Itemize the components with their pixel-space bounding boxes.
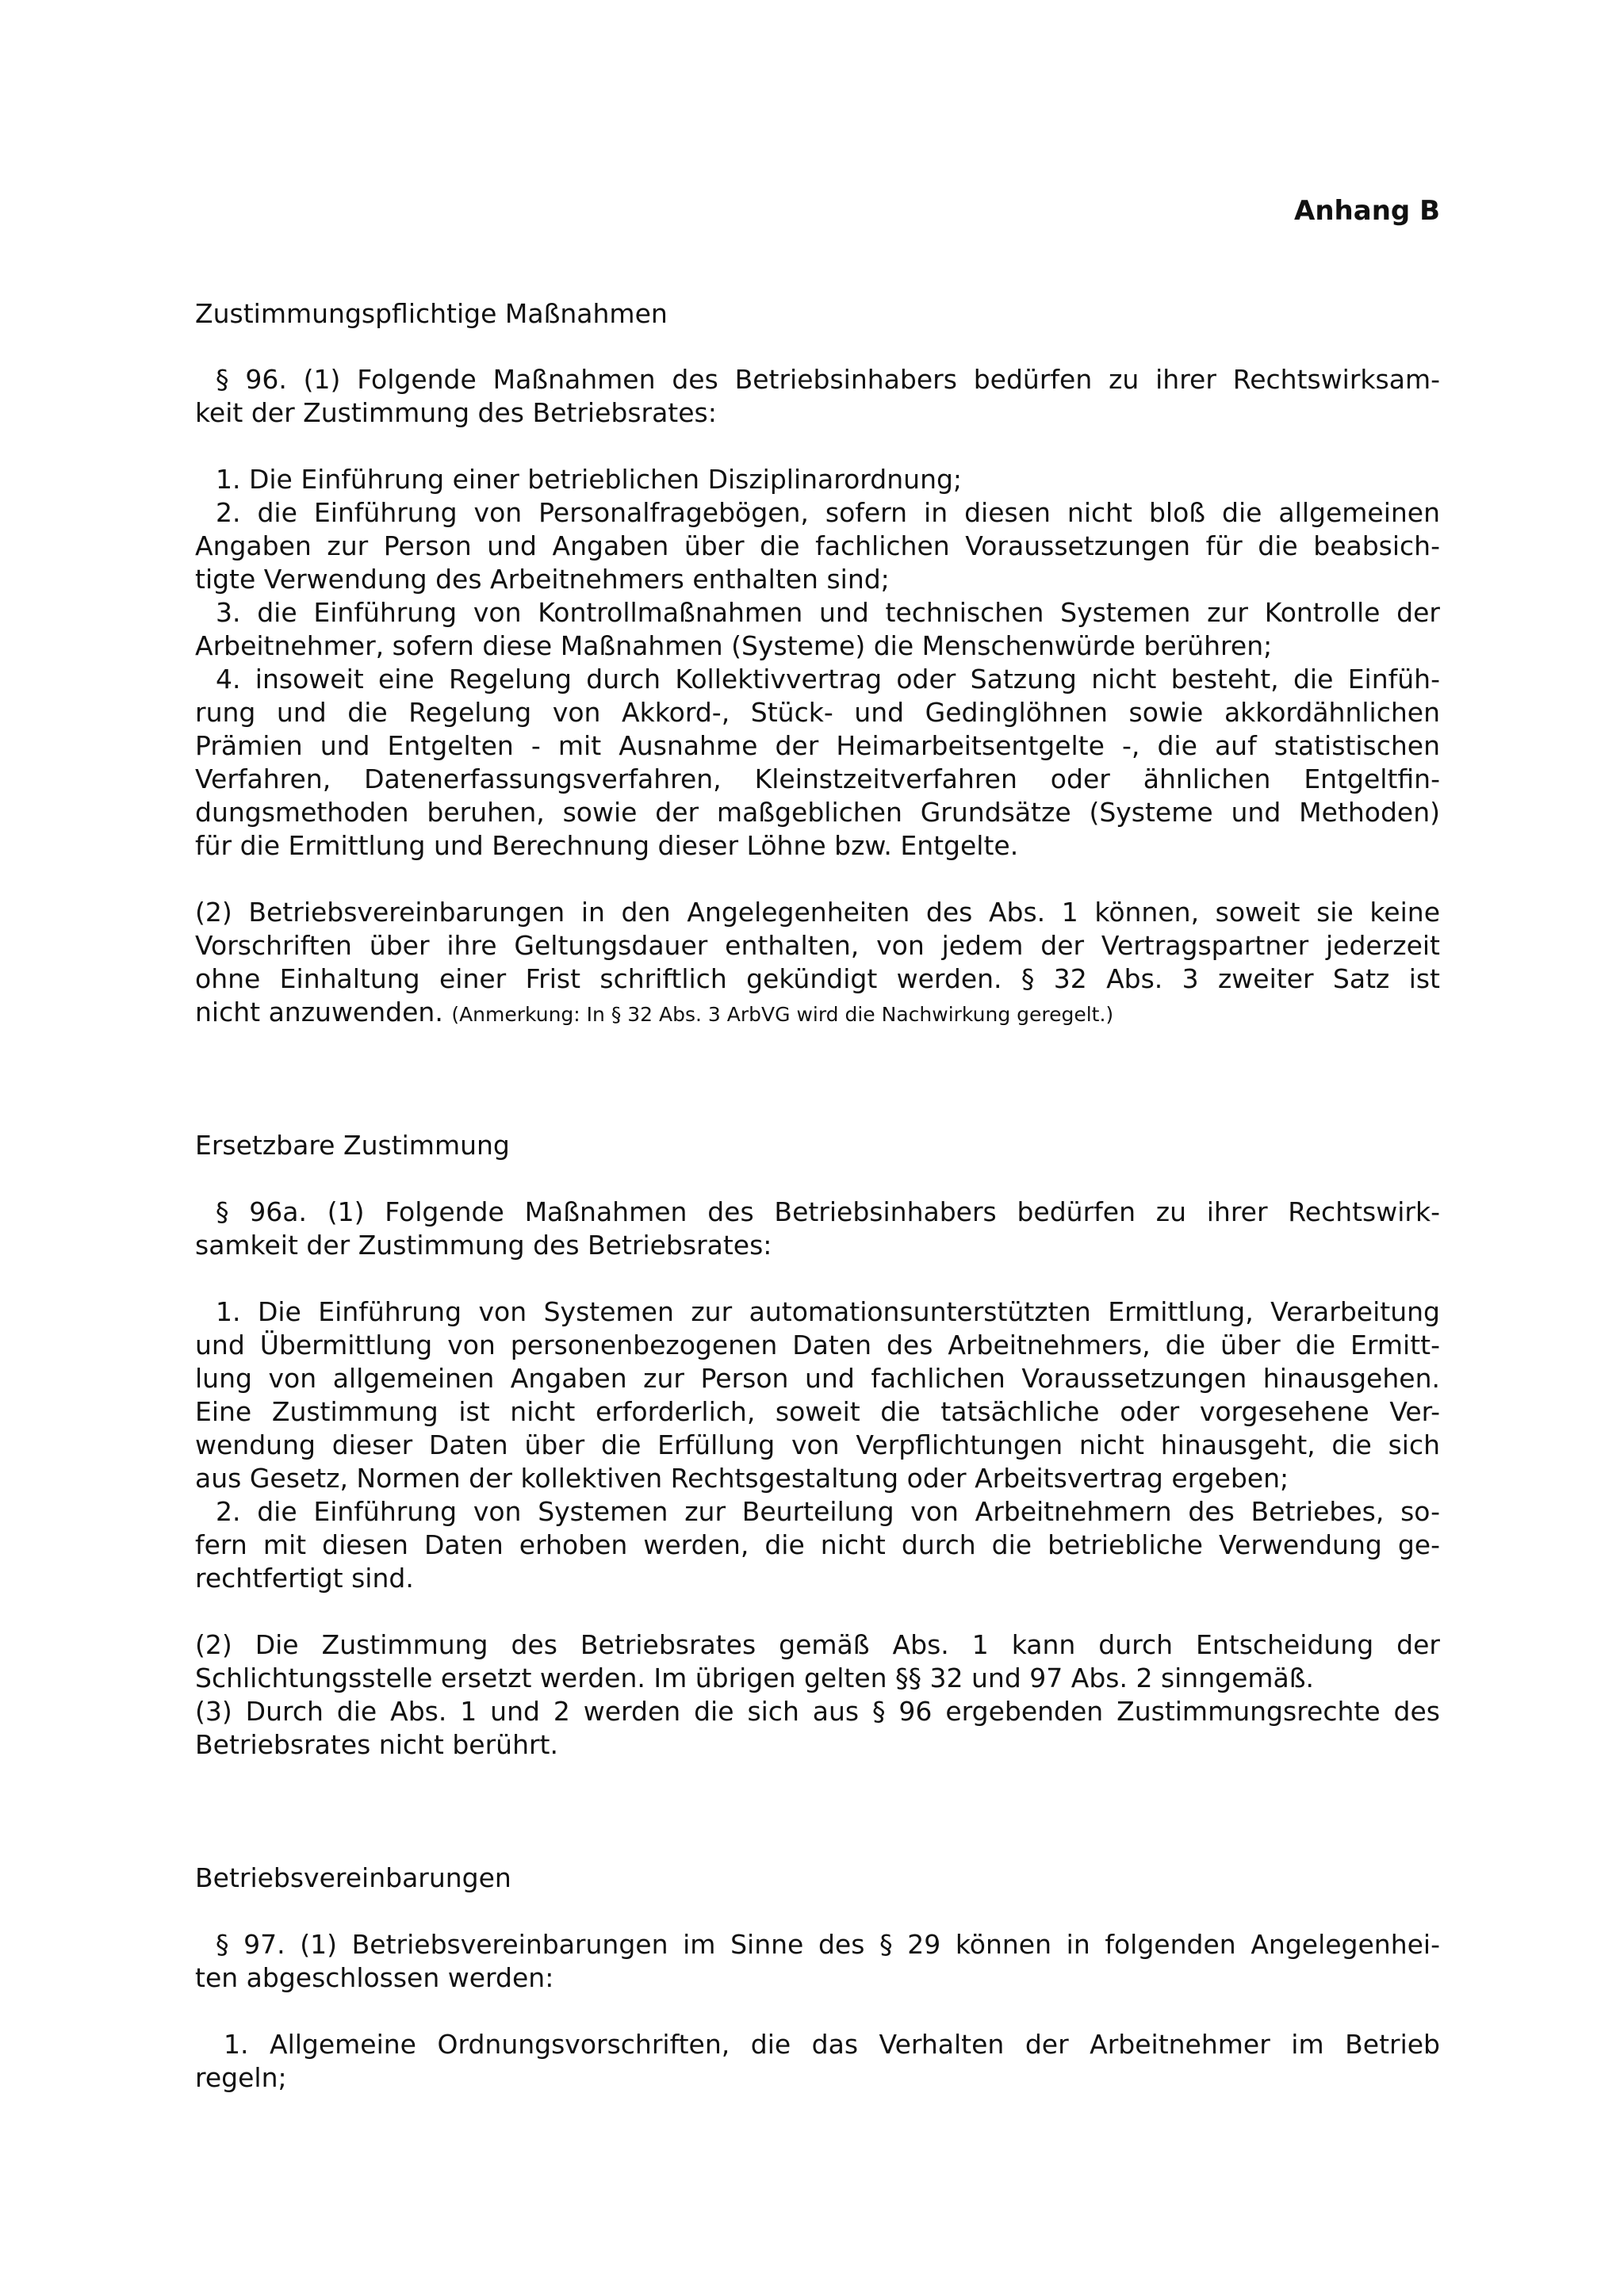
section-heading-97: Betriebsvereinbarungen bbox=[195, 1862, 511, 1893]
paragraph-line: § 96. (1) Folgende Maßnahmen des Betriebsinhabers bedürfen zu ihrer Rechtswirksam- bbox=[216, 364, 1440, 395]
list-item: 2. die Einführung von Personalfragebögen, sofern in diesen nicht bloß die allgemeinen bbox=[216, 497, 1440, 528]
section-heading-96: Zustimmungspflichtige Maßnahmen bbox=[195, 298, 668, 329]
list-item: 4. insoweit eine Regelung durch Kollektivvertrag oder Satzung nicht besteht, die Einfüh- bbox=[216, 664, 1440, 695]
paragraph-line: § 97. (1) Betriebsvereinbarungen im Sinne des § 29 können in folgenden Angelegenhei- bbox=[216, 1929, 1440, 1960]
list-item: aus Gesetz, Normen der kollektiven Rechtsgestaltung oder Arbeitsvertrag ergeben; bbox=[195, 1463, 1289, 1494]
paragraph-line: § 96a. (1) Folgende Maßnahmen des Betriebsinhabers bedürfen zu ihrer Rechtswirk- bbox=[216, 1196, 1440, 1227]
paragraph-line: (2) Die Zustimmung des Betriebsrates gemäß Abs. 1 kann durch Entscheidung der bbox=[195, 1629, 1440, 1660]
paragraph-line: samkeit der Zustimmung des Betriebsrates: bbox=[195, 1230, 772, 1261]
paragraph-line: (2) Betriebsvereinbarungen in den Angelegenheiten des Abs. 1 können, soweit sie keine bbox=[195, 897, 1440, 928]
list-item: 1. Die Einführung von Systemen zur automationsunterstützten Ermittlung, Verarbeitung bbox=[216, 1296, 1440, 1327]
list-item: Eine Zustimmung ist nicht erforderlich, soweit die tatsächliche oder vorgesehene Ver- bbox=[195, 1396, 1440, 1427]
paragraph-text: nicht anzuwenden. bbox=[195, 997, 443, 1027]
list-item: regeln; bbox=[195, 2062, 287, 2093]
list-item: Prämien und Entgelten - mit Ausnahme der Heimarbeitsentgelte -, die auf statistischen bbox=[195, 730, 1440, 761]
list-item: 1. Die Einführung einer betrieblichen Disziplinarordnung; bbox=[216, 464, 963, 495]
list-item: 1. Allgemeine Ordnungsvorschriften, die das Verhalten der Arbeitnehmer im Betrieb bbox=[224, 2029, 1440, 2060]
list-item: rechtfertigt sind. bbox=[195, 1563, 414, 1594]
list-item: Verfahren, Datenerfassungsverfahren, Kleinstzeitverfahren oder ähnlichen Entgeltfin- bbox=[195, 763, 1440, 794]
list-item: für die Ermittlung und Berechnung dieser Löhne bzw. Entgelte. bbox=[195, 830, 1019, 861]
list-item: rung und die Regelung von Akkord-, Stück- und Gedinglöhnen sowie akkordähnlichen bbox=[195, 697, 1440, 728]
list-item: dungsmethoden beruhen, sowie der maßgeblichen Grundsätze (Systeme und Methoden) bbox=[195, 797, 1440, 828]
annotation-note: (Anmerkung: In § 32 Abs. 3 ArbVG wird die Nachwirkung geregelt.) bbox=[451, 1003, 1114, 1026]
list-item: Arbeitnehmer, sofern diese Maßnahmen (Systeme) die Menschenwürde berühren; bbox=[195, 630, 1273, 661]
list-item: und Übermittlung von personenbezogenen Daten des Arbeitnehmers, die über die Ermitt- bbox=[195, 1330, 1440, 1360]
list-item: wendung dieser Daten über die Erfüllung von Verpflichtungen nicht hinausgeht, die sich bbox=[195, 1429, 1440, 1460]
paragraph-line: keit der Zustimmung des Betriebsrates: bbox=[195, 397, 717, 428]
paragraph-line: Schlichtungsstelle ersetzt werden. Im übrigen gelten §§ 32 und 97 Abs. 2 sinngemäß. bbox=[195, 1663, 1315, 1693]
paragraph-line: Vorschriften über ihre Geltungsdauer enthalten, von jedem der Vertragspartner jederzeit bbox=[195, 930, 1440, 961]
list-item: fern mit diesen Daten erhoben werden, die nicht durch die betriebliche Verwendung ge- bbox=[195, 1529, 1440, 1560]
paragraph-line: Betriebsrates nicht berührt. bbox=[195, 1729, 558, 1760]
list-item: 3. die Einführung von Kontrollmaßnahmen und technischen Systemen zur Kontrolle der bbox=[216, 597, 1440, 628]
list-item: Angaben zur Person und Angaben über die fachlichen Voraussetzungen für die beabsich- bbox=[195, 530, 1440, 561]
list-item: 2. die Einführung von Systemen zur Beurteilung von Arbeitnehmern des Betriebes, so- bbox=[216, 1496, 1440, 1527]
paragraph-line: ten abgeschlossen werden: bbox=[195, 1962, 554, 1993]
paragraph-line bbox=[195, 996, 1440, 1031]
list-item: tigte Verwendung des Arbeitnehmers enthalten sind; bbox=[195, 564, 890, 595]
paragraph-line: ohne Einhaltung einer Frist schriftlich gekündigt werden. § 32 Abs. 3 zweiter Satz ist bbox=[195, 963, 1440, 994]
paragraph-line: (3) Durch die Abs. 1 und 2 werden die sich aus § 96 ergebenden Zustimmungsrechte des bbox=[195, 1696, 1440, 1727]
section-heading-96a: Ersetzbare Zustimmung bbox=[195, 1130, 510, 1161]
annex-label: Anhang B bbox=[1294, 195, 1440, 227]
list-item: lung von allgemeinen Angaben zur Person und fachlichen Voraussetzungen hinausgehen. bbox=[195, 1363, 1440, 1394]
